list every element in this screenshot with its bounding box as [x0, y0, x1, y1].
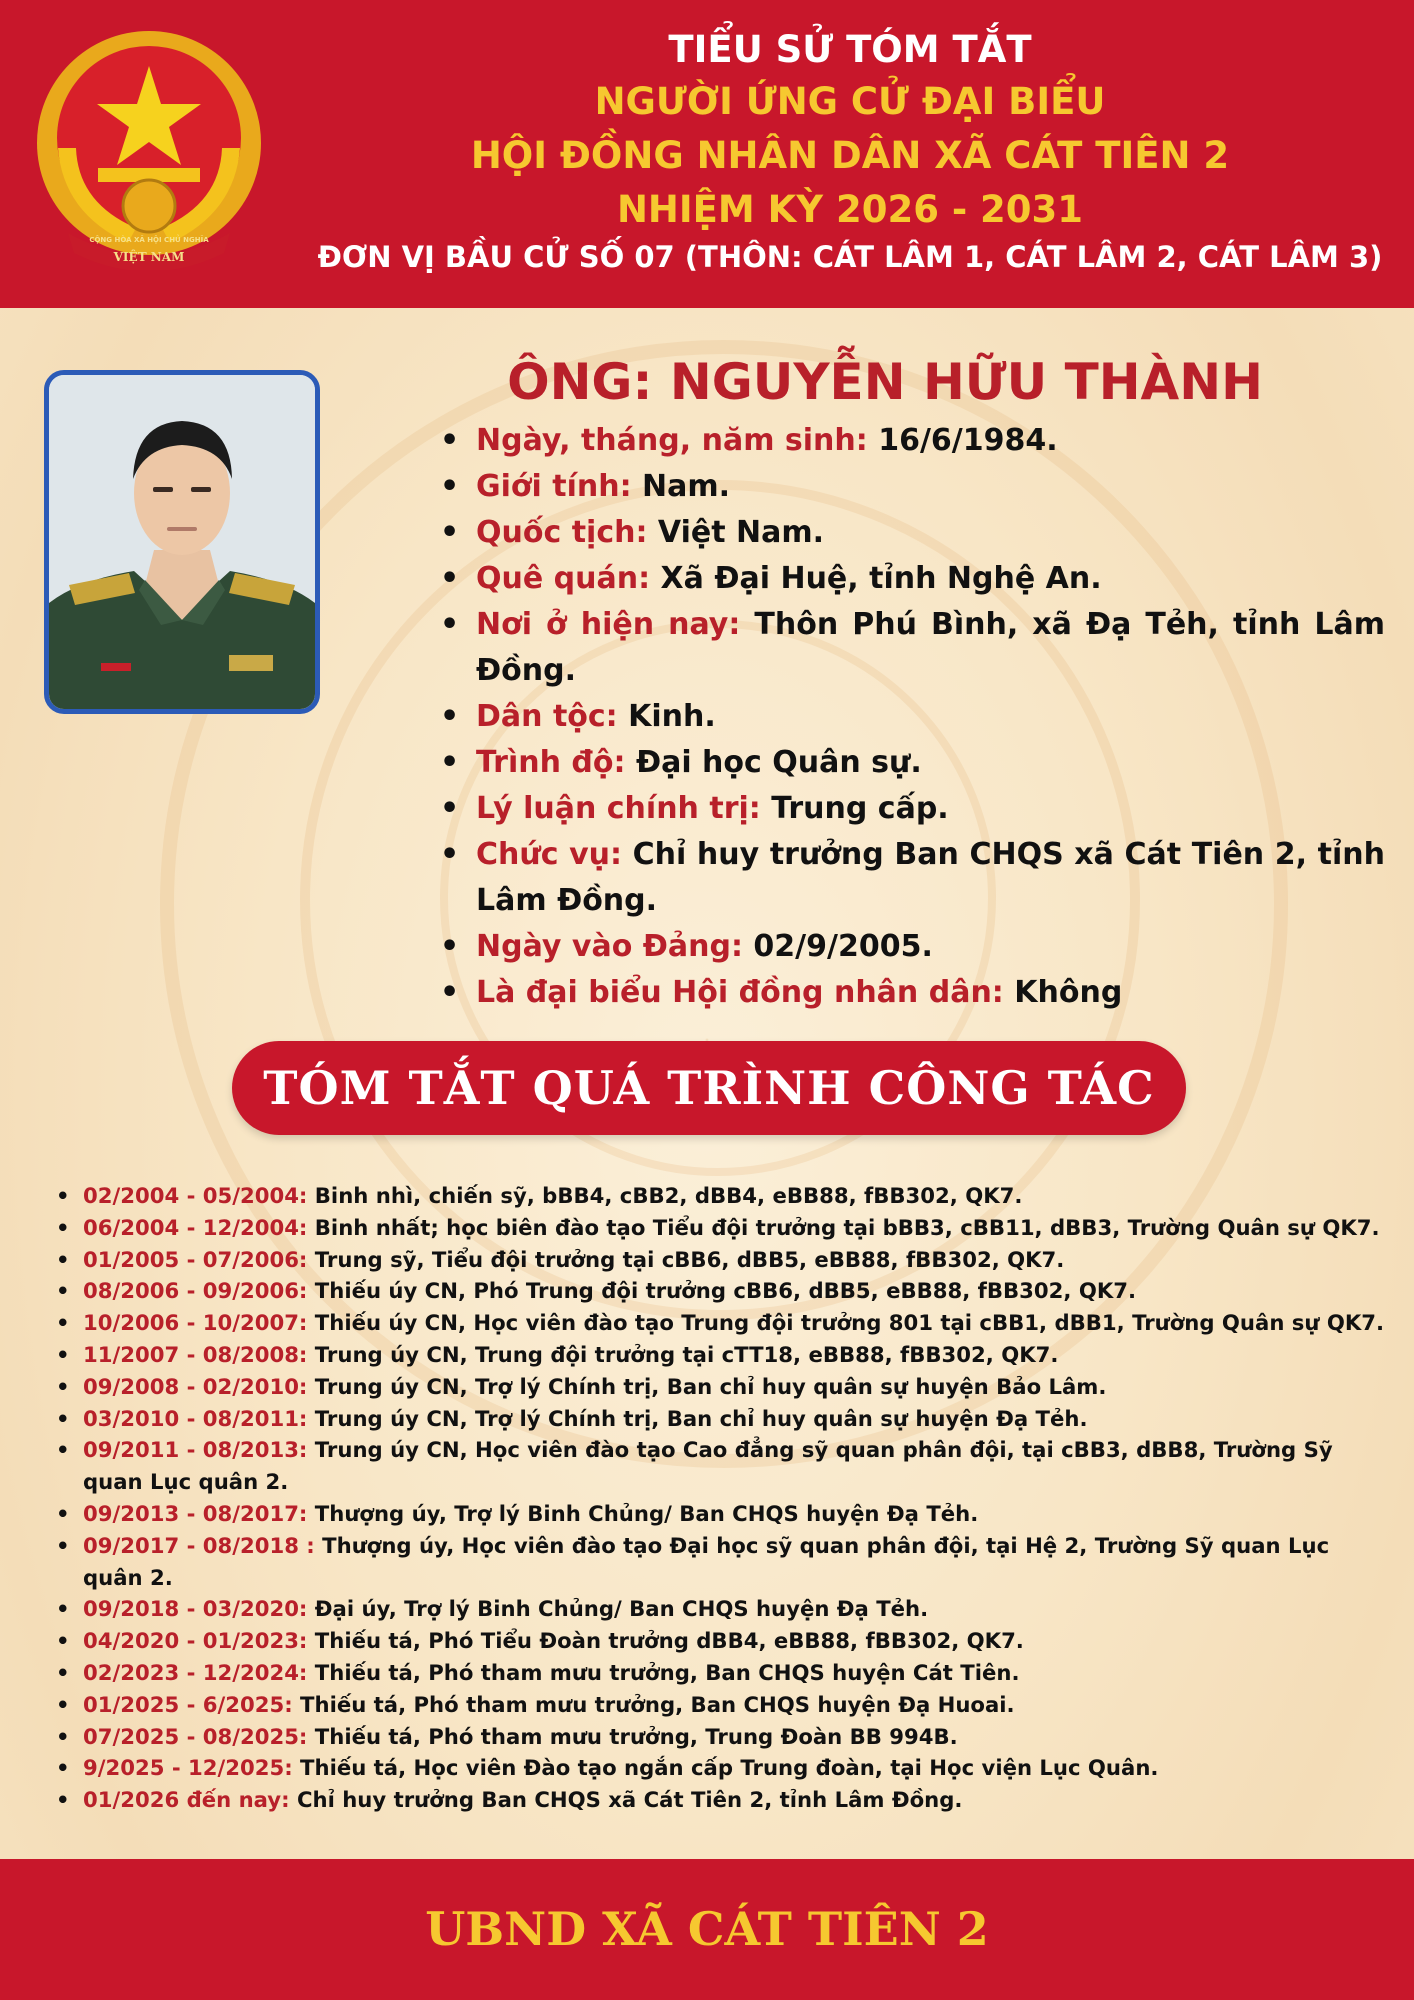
header-subtitle-2: HỘI ĐỒNG NHÂN DÂN XÃ CÁT TIÊN 2	[470, 134, 1230, 177]
career-date: 03/2010 - 08/2011:	[83, 1405, 308, 1431]
career-text: Thiếu tá, Phó tham mưu trưởng, Ban CHQS huyện Cát Tiên.	[307, 1659, 1020, 1685]
info-value: Chỉ huy trưởng Ban CHQS xã Cát Tiên 2, tỉnh Lâm Đồng.	[476, 837, 1386, 918]
info-value: Xã Đại Huệ, tỉnh Nghệ An.	[650, 561, 1102, 596]
career-title: TÓM TẮT QUÁ TRÌNH CÔNG TÁC	[263, 1061, 1155, 1115]
info-item	[440, 694, 1385, 740]
info-label: Giới tính:	[476, 469, 632, 504]
career-text: Thiếu tá, Phó tham mưu trưởng, Trung Đoàn BB 994B.	[307, 1723, 958, 1749]
info-item	[440, 786, 1385, 832]
info-item	[440, 510, 1385, 556]
career-text: Trung sỹ, Tiểu đội trưởng tại cBB6, dBB5, eBB88, fBB302, QK7.	[307, 1246, 1065, 1272]
info-value: Thôn Phú Bình, xã Đạ Tẻh, tỉnh Lâm Đồng.	[476, 607, 1385, 688]
info-value: Kinh.	[617, 699, 716, 734]
info-value: Trung cấp.	[760, 791, 949, 826]
info-label: Là đại biểu Hội đồng nhân dân:	[476, 975, 1004, 1010]
emblem-icon	[28, 28, 270, 270]
career-text: Thiếu úy CN, Phó Trung đội trưởng cBB6, dBB5, eBB88, fBB302, QK7.	[307, 1278, 1137, 1304]
career-item	[56, 1180, 1386, 1212]
career-date: 09/2011 - 08/2013:	[83, 1437, 308, 1463]
emblem-text-top: CỘNG HÒA XÃ HỘI CHỦ NGHĨA	[89, 236, 209, 244]
candidate-photo	[44, 370, 320, 714]
career-item	[56, 1593, 1386, 1625]
header-subtitle-1: NGƯỜI ỨNG CỬ ĐẠI BIỂU	[594, 80, 1106, 123]
career-list	[56, 1180, 1386, 1816]
career-text: Thượng úy, Trợ lý Binh Chủng/ Ban CHQS huyện Đạ Tẻh.	[307, 1500, 979, 1526]
career-item	[56, 1275, 1386, 1307]
info-label: Quốc tịch:	[476, 515, 648, 550]
career-text: Trung úy CN, Học viên đào tạo Cao đẳng sỹ quan phân đội, tại cBB3, dBB8, Trường Sỹ quan Lục quân 2.	[83, 1437, 1333, 1495]
info-item	[440, 464, 1385, 510]
info-item	[440, 832, 1385, 924]
career-item	[56, 1752, 1386, 1784]
portrait-image	[49, 375, 315, 709]
career-item	[56, 1434, 1386, 1498]
career-text: Thiếu tá, Học viên Đào tạo ngắn cấp Trung đoàn, tại Học viện Lục Quân.	[292, 1755, 1159, 1781]
career-date: 11/2007 - 08/2008:	[83, 1341, 308, 1367]
header-title: TIỂU SỬ TÓM TẮT	[668, 28, 1032, 71]
header-band	[0, 0, 1414, 308]
emblem-text-bottom: VIỆT NAM	[113, 250, 185, 264]
career-date: 09/2017 - 08/2018 :	[83, 1532, 315, 1558]
career-date: 01/2025 - 6/2025:	[83, 1691, 293, 1717]
career-item	[56, 1339, 1386, 1371]
career-date: 04/2020 - 01/2023:	[83, 1628, 308, 1654]
career-text: Thượng úy, Học viên đào tạo Đại học sỹ quan phân đội, tại Hệ 2, Trường Sỹ quan Lục quân 2.	[83, 1532, 1330, 1590]
career-date: 02/2004 - 05/2004:	[83, 1183, 308, 1208]
info-item	[440, 740, 1385, 786]
info-label: Chức vụ:	[476, 837, 623, 872]
career-item	[56, 1721, 1386, 1753]
footer-text: UBND XÃ CÁT TIÊN 2	[425, 1902, 989, 1956]
info-value: Nam.	[631, 469, 731, 504]
info-item	[440, 970, 1385, 1016]
career-text: Trung úy CN, Trợ lý Chính trị, Ban chỉ huy quân sự huyện Đạ Tẻh.	[307, 1405, 1088, 1431]
info-value: 16/6/1984.	[867, 423, 1058, 458]
info-label: Quê quán:	[476, 561, 651, 596]
career-item	[56, 1530, 1386, 1594]
career-text: Thiếu tá, Phó tham mưu trưởng, Ban CHQS huyện Đạ Huoai.	[292, 1691, 1015, 1717]
career-text: Trung úy CN, Trung đội trưởng tại cTT18, eBB88, fBB302, QK7.	[307, 1341, 1059, 1367]
national-emblem	[28, 28, 270, 270]
career-text: Thiếu úy CN, Học viên đào tạo Trung đội trưởng 801 tại cBB1, dBB1, Trường Quân sự QK7.	[307, 1310, 1385, 1336]
career-item	[56, 1371, 1386, 1403]
career-date: 09/2013 - 08/2017:	[83, 1500, 308, 1526]
career-item	[56, 1244, 1386, 1276]
career-item	[56, 1498, 1386, 1530]
career-date: 02/2023 - 12/2024:	[83, 1659, 308, 1685]
info-label: Trình độ:	[476, 745, 626, 780]
info-value: Việt Nam.	[647, 515, 825, 550]
career-item	[56, 1625, 1386, 1657]
career-text: Chỉ huy trưởng Ban CHQS xã Cát Tiên 2, tỉnh Lâm Đồng.	[289, 1787, 963, 1813]
info-label: Lý luận chính trị:	[476, 791, 761, 826]
career-text: Đại úy, Trợ lý Binh Chủng/ Ban CHQS huyện Đạ Tẻh.	[307, 1596, 929, 1622]
personal-info-list	[440, 418, 1385, 1016]
career-item	[56, 1307, 1386, 1339]
career-text: Binh nhất; học biên đào tạo Tiểu đội trưởng tại bBB3, cBB11, dBB3, Trường Quân sự QK7.	[307, 1214, 1380, 1240]
career-date: 06/2004 - 12/2004:	[83, 1214, 308, 1240]
candidate-name: ÔNG: NGUYỄN HỮU THÀNH	[507, 353, 1263, 411]
career-item	[56, 1689, 1386, 1721]
info-label: Dân tộc:	[476, 699, 618, 734]
career-date: 08/2006 - 09/2006:	[83, 1278, 308, 1304]
info-value: Đại học Quân sự.	[625, 745, 922, 780]
career-date: 09/2008 - 02/2010:	[83, 1373, 308, 1399]
career-date: 10/2006 - 10/2007:	[83, 1310, 308, 1336]
career-text: Binh nhì, chiến sỹ, bBB4, cBB2, dBB4, eBB88, fBB302, QK7.	[307, 1183, 1023, 1208]
career-date: 07/2025 - 08/2025:	[83, 1723, 308, 1749]
info-label: Ngày vào Đảng:	[476, 929, 743, 964]
career-title-banner	[232, 1041, 1186, 1135]
career-item	[56, 1784, 1386, 1816]
career-item	[56, 1212, 1386, 1244]
career-text: Trung úy CN, Trợ lý Chính trị, Ban chỉ huy quân sự huyện Bảo Lâm.	[307, 1373, 1107, 1399]
info-value: Không	[1003, 975, 1123, 1010]
career-item	[56, 1657, 1386, 1689]
info-label: Ngày, tháng, năm sinh:	[476, 423, 868, 458]
info-label: Nơi ở hiện nay:	[476, 607, 741, 642]
header-constituency: ĐƠN VỊ BẦU CỬ SỐ 07 (THÔN: CÁT LÂM 1, CÁT LÂM 2, CÁT LÂM 3)	[317, 240, 1383, 274]
career-date: 09/2018 - 03/2020:	[83, 1596, 308, 1622]
career-item	[56, 1403, 1386, 1435]
footer-band	[0, 1859, 1414, 2000]
info-item	[440, 924, 1385, 970]
header-term: NHIỆM KỲ 2026 - 2031	[616, 188, 1084, 231]
info-item	[440, 418, 1385, 464]
career-text: Thiếu tá, Phó Tiểu Đoàn trưởng dBB4, eBB88, fBB302, QK7.	[307, 1628, 1024, 1654]
career-date: 01/2026 đến nay:	[83, 1787, 290, 1813]
info-value: 02/9/2005.	[742, 929, 933, 964]
info-item	[440, 556, 1385, 602]
career-date: 01/2005 - 07/2006:	[83, 1246, 308, 1272]
career-date: 9/2025 - 12/2025:	[83, 1755, 293, 1781]
info-item	[440, 602, 1385, 694]
